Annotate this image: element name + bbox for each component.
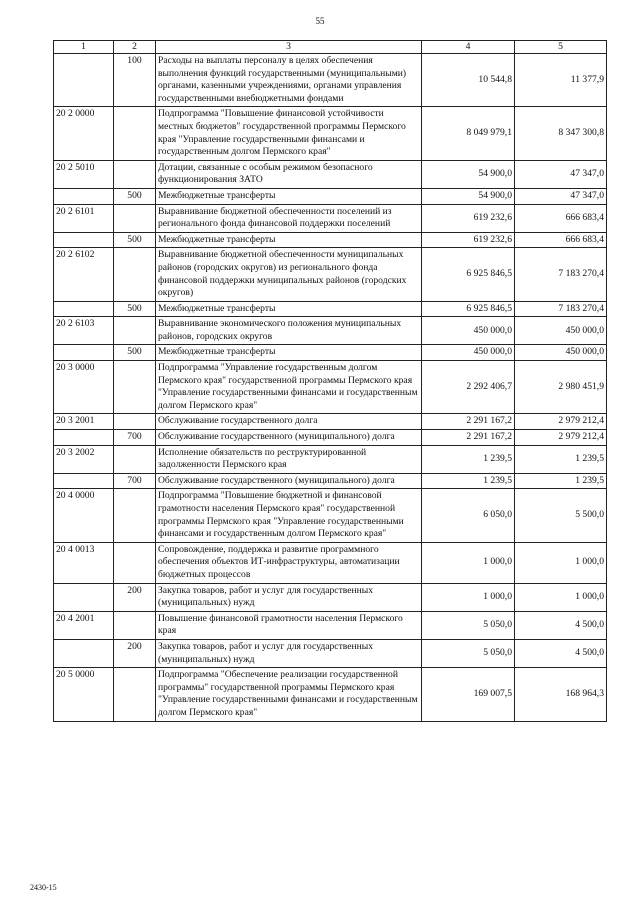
target-code-cell: 20 4 0000 bbox=[54, 489, 114, 542]
amount-year1-cell: 1 239,5 bbox=[422, 445, 515, 473]
table-row bbox=[54, 232, 607, 248]
expense-type-cell: 500 bbox=[114, 232, 156, 248]
expense-type-cell bbox=[114, 542, 156, 583]
item-name-cell: Повышение финансовой грамотности населения Пермского края bbox=[156, 611, 422, 639]
amount-year1-cell: 10 544,8 bbox=[422, 54, 515, 107]
target-code-cell bbox=[54, 301, 114, 317]
page-number: 55 bbox=[315, 16, 325, 26]
amount-year1-cell: 450 000,0 bbox=[422, 345, 515, 361]
expense-type-cell: 200 bbox=[114, 583, 156, 611]
table-row bbox=[54, 611, 607, 639]
table-row bbox=[54, 204, 607, 232]
item-name-cell: Межбюджетные трансферты bbox=[156, 301, 422, 317]
table-row bbox=[54, 430, 607, 446]
budget-table bbox=[53, 40, 607, 722]
expense-type-cell bbox=[114, 248, 156, 301]
target-code-cell bbox=[54, 473, 114, 489]
table-row bbox=[54, 445, 607, 473]
amount-year2-cell: 168 964,3 bbox=[515, 668, 607, 721]
target-code-cell bbox=[54, 54, 114, 107]
amount-year2-cell: 4 500,0 bbox=[515, 611, 607, 639]
amount-year2-cell: 1 000,0 bbox=[515, 583, 607, 611]
target-code-cell bbox=[54, 345, 114, 361]
target-code-cell: 20 3 2001 bbox=[54, 414, 114, 430]
item-name-cell: Закупка товаров, работ и услуг для государственных (муниципальных) нужд bbox=[156, 583, 422, 611]
expense-type-cell: 500 bbox=[114, 188, 156, 204]
table-row bbox=[54, 301, 607, 317]
item-name-cell: Выравнивание бюджетной обеспеченности муниципальных районов (городских округов) из регионального фонда финансовой поддержки муниципальных районов (городских округов) bbox=[156, 248, 422, 301]
amount-year1-cell: 619 232,6 bbox=[422, 232, 515, 248]
target-code-cell: 20 2 6101 bbox=[54, 204, 114, 232]
amount-year1-cell: 54 900,0 bbox=[422, 160, 515, 188]
item-name-cell: Межбюджетные трансферты bbox=[156, 345, 422, 361]
amount-year2-cell: 666 683,4 bbox=[515, 204, 607, 232]
amount-year2-cell: 7 183 270,4 bbox=[515, 248, 607, 301]
expense-type-cell: 700 bbox=[114, 473, 156, 489]
table-row bbox=[54, 345, 607, 361]
target-code-cell: 20 4 2001 bbox=[54, 611, 114, 639]
target-code-cell: 20 2 0000 bbox=[54, 107, 114, 160]
amount-year2-cell: 47 347,0 bbox=[515, 188, 607, 204]
column-number-row bbox=[54, 41, 607, 54]
amount-year2-cell: 1 000,0 bbox=[515, 542, 607, 583]
expense-type-cell: 100 bbox=[114, 54, 156, 107]
item-name-cell: Подпрограмма "Обеспечение реализации государственной программы" государственной программы Пермского края "Управление государственными финансами и государственным долгом Пермского края" bbox=[156, 668, 422, 721]
item-name-cell: Закупка товаров, работ и услуг для государственных (муниципальных) нужд bbox=[156, 639, 422, 667]
item-name-cell: Обслуживание государственного (муниципального) долга bbox=[156, 430, 422, 446]
target-code-cell: 20 3 2002 bbox=[54, 445, 114, 473]
target-code-cell: 20 2 5010 bbox=[54, 160, 114, 188]
expense-type-cell: 700 bbox=[114, 430, 156, 446]
amount-year1-cell: 2 292 406,7 bbox=[422, 361, 515, 414]
amount-year1-cell: 1 000,0 bbox=[422, 542, 515, 583]
target-code-cell: 20 3 0000 bbox=[54, 361, 114, 414]
expense-type-cell bbox=[114, 668, 156, 721]
amount-year1-cell: 54 900,0 bbox=[422, 188, 515, 204]
table-row bbox=[54, 188, 607, 204]
table-row bbox=[54, 361, 607, 414]
table-row bbox=[54, 583, 607, 611]
table-row bbox=[54, 160, 607, 188]
table-row bbox=[54, 639, 607, 667]
expense-type-cell bbox=[114, 489, 156, 542]
amount-year2-cell: 1 239,5 bbox=[515, 473, 607, 489]
target-code-cell bbox=[54, 583, 114, 611]
item-name-cell: Обслуживание государственного долга bbox=[156, 414, 422, 430]
item-name-cell: Дотации, связанные с особым режимом безопасного функционирования ЗАТО bbox=[156, 160, 422, 188]
amount-year1-cell: 6 925 846,5 bbox=[422, 248, 515, 301]
expense-type-cell: 500 bbox=[114, 345, 156, 361]
target-code-cell bbox=[54, 430, 114, 446]
target-code-cell: 20 2 6103 bbox=[54, 317, 114, 345]
amount-year1-cell: 5 050,0 bbox=[422, 611, 515, 639]
expense-type-cell bbox=[114, 611, 156, 639]
amount-year1-cell: 6 050,0 bbox=[422, 489, 515, 542]
column-header: 3 bbox=[156, 41, 422, 54]
amount-year1-cell: 450 000,0 bbox=[422, 317, 515, 345]
table-row bbox=[54, 248, 607, 301]
column-header: 1 bbox=[54, 41, 114, 54]
amount-year2-cell: 7 183 270,4 bbox=[515, 301, 607, 317]
target-code-cell bbox=[54, 232, 114, 248]
column-header: 2 bbox=[114, 41, 156, 54]
amount-year1-cell: 2 291 167,2 bbox=[422, 430, 515, 446]
amount-year2-cell: 4 500,0 bbox=[515, 639, 607, 667]
expense-type-cell bbox=[114, 361, 156, 414]
item-name-cell: Обслуживание государственного (муниципального) долга bbox=[156, 473, 422, 489]
column-header: 5 bbox=[515, 41, 607, 54]
amount-year2-cell: 8 347 300,8 bbox=[515, 107, 607, 160]
item-name-cell: Межбюджетные трансферты bbox=[156, 188, 422, 204]
expense-type-cell bbox=[114, 160, 156, 188]
item-name-cell: Исполнение обязательств по реструктурированной задолженности Пермского края bbox=[156, 445, 422, 473]
amount-year2-cell: 11 377,9 bbox=[515, 54, 607, 107]
item-name-cell: Подпрограмма "Повышение бюджетной и финансовой грамотности населения Пермского края" государственной программы Пермского края "Управление государственными финансами и государственным долгом Пермского края" bbox=[156, 489, 422, 542]
amount-year1-cell: 5 050,0 bbox=[422, 639, 515, 667]
table-row bbox=[54, 473, 607, 489]
amount-year2-cell: 2 979 212,4 bbox=[515, 430, 607, 446]
item-name-cell: Сопровождение, поддержка и развитие программного обеспечения объектов ИТ-инфраструктуры, автоматизации бюджетных процессов bbox=[156, 542, 422, 583]
item-name-cell: Межбюджетные трансферты bbox=[156, 232, 422, 248]
expense-type-cell: 500 bbox=[114, 301, 156, 317]
table-row bbox=[54, 542, 607, 583]
table-row bbox=[54, 414, 607, 430]
amount-year2-cell: 47 347,0 bbox=[515, 160, 607, 188]
target-code-cell bbox=[54, 639, 114, 667]
item-name-cell: Подпрограмма "Повышение финансовой устойчивости местных бюджетов" государственной программы Пермского края "Управление государственными финансами и государственным долгом Пермского края" bbox=[156, 107, 422, 160]
amount-year2-cell: 2 979 212,4 bbox=[515, 414, 607, 430]
amount-year2-cell: 2 980 451,9 bbox=[515, 361, 607, 414]
item-name-cell: Подпрограмма "Управление государственным долгом Пермского края" государственной программы Пермского края "Управление государственными финансами и государственным долгом Пермского края" bbox=[156, 361, 422, 414]
item-name-cell: Расходы на выплаты персоналу в целях обеспечения выполнения функций государственными (муниципальными) органами, казенными учреждениями, органами управления государственными внебюджетными фондами bbox=[156, 54, 422, 107]
target-code-cell: 20 2 6102 bbox=[54, 248, 114, 301]
expense-type-cell bbox=[114, 445, 156, 473]
target-code-cell: 20 4 0013 bbox=[54, 542, 114, 583]
table-row bbox=[54, 668, 607, 721]
item-name-cell: Выравнивание бюджетной обеспеченности поселений из регионального фонда финансовой поддержки поселений bbox=[156, 204, 422, 232]
expense-type-cell bbox=[114, 204, 156, 232]
expense-type-cell bbox=[114, 317, 156, 345]
target-code-cell: 20 5 0000 bbox=[54, 668, 114, 721]
table-row bbox=[54, 317, 607, 345]
amount-year2-cell: 450 000,0 bbox=[515, 345, 607, 361]
target-code-cell bbox=[54, 188, 114, 204]
amount-year2-cell: 450 000,0 bbox=[515, 317, 607, 345]
amount-year1-cell: 8 049 979,1 bbox=[422, 107, 515, 160]
amount-year2-cell: 1 239,5 bbox=[515, 445, 607, 473]
amount-year2-cell: 666 683,4 bbox=[515, 232, 607, 248]
item-name-cell: Выравнивание экономического положения муниципальных районов, городских округов bbox=[156, 317, 422, 345]
column-header: 4 bbox=[422, 41, 515, 54]
amount-year1-cell: 619 232,6 bbox=[422, 204, 515, 232]
amount-year1-cell: 169 007,5 bbox=[422, 668, 515, 721]
amount-year2-cell: 5 500,0 bbox=[515, 489, 607, 542]
amount-year1-cell: 2 291 167,2 bbox=[422, 414, 515, 430]
expense-type-cell bbox=[114, 107, 156, 160]
table-row bbox=[54, 107, 607, 160]
amount-year1-cell: 1 000,0 bbox=[422, 583, 515, 611]
table-row bbox=[54, 489, 607, 542]
expense-type-cell bbox=[114, 414, 156, 430]
table-row bbox=[54, 54, 607, 107]
amount-year1-cell: 6 925 846,5 bbox=[422, 301, 515, 317]
document-code: 2430-15 bbox=[30, 883, 57, 892]
expense-type-cell: 200 bbox=[114, 639, 156, 667]
amount-year1-cell: 1 239,5 bbox=[422, 473, 515, 489]
